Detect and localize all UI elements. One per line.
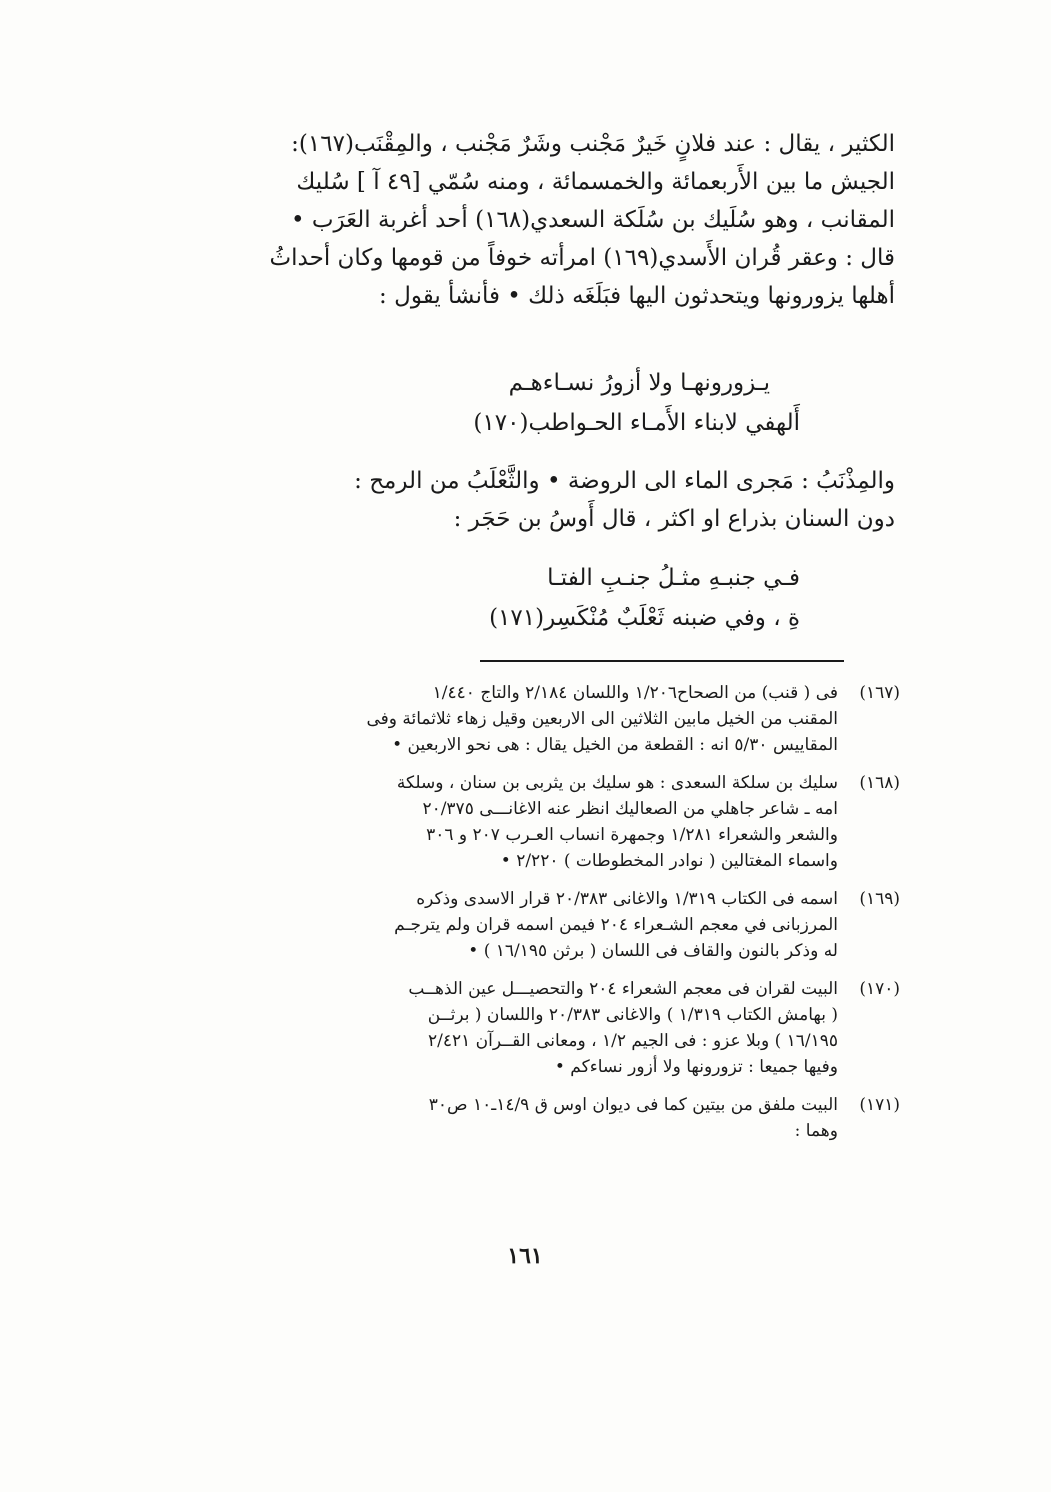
body-line: والمِذْنَبُ : مَجرى الماء الى الروضة • والثَّعْلَبُ من الرمح : [354, 468, 895, 494]
body-line: دون السنان بذراع او اكثر ، قال أَوسُ بن حَجَر : [453, 506, 895, 532]
footnote-171 [180, 1092, 900, 1144]
footnote-170 [180, 976, 900, 1080]
footnote-line: فى ( قنب) من الصحاح١/٢٠٦ واللسان ٢/١٨٤ والتاج ١/٤٤٠ [432, 683, 838, 703]
second-paragraph [160, 462, 895, 538]
footnote-text [180, 1092, 838, 1144]
verse-2-second-hemistich: ةِ ، وفي ضبنه ثَعْلَبٌ مُنْكَسِر(١٧١) [489, 605, 800, 631]
footnote-number: (١٦٨) [859, 773, 900, 793]
footnote-line: واسماء المغتالين ( نوادر المخطوطات ) ٢/٢٢٠ • [500, 851, 838, 871]
verse-1-second-hemistich: أَلهفي لابناء الأَمـاء الحـواطب(١٧٠) [473, 410, 800, 436]
footnote-number: (١٦٧) [859, 683, 900, 703]
footnote-168 [180, 770, 900, 874]
body-line: أهلها يزورونها ويتحدثون اليها فبَلَغَه ذلك • فأنشأ يقول : [379, 283, 895, 309]
footnote-divider [480, 660, 844, 662]
footnote-line: اسمه فى الكتاب ١/٣١٩ والاغانى ٢٠/٣٨٣ قرار الاسدى وذكره [416, 889, 838, 909]
footnote-167 [180, 680, 900, 758]
footnote-line: المرزبانى في معجم الشـعراء ٢٠٤ فيمن اسمه قران ولم يترجـم [394, 915, 838, 935]
footnote-number: (١٧٠) [859, 979, 900, 999]
body-line: قال : وعقر قُران الأَسدي(١٦٩) امرأته خوفاً من قومها وكان أحداثُ [269, 245, 895, 271]
body-line: الكثير ، يقال : عند فلانٍ خَيرٌ مَجْنب وشَرٌ مَجْنب ، والمِقْنَب(١٦٧): [291, 131, 895, 157]
footnote-169 [180, 886, 900, 964]
body-line: الجيش ما بين الأَربعمائة والخمسمائة ، ومنه سُمّي [٤٩ آ ] سُليك [296, 169, 895, 195]
footnote-line: المقنب من الخيل مابين الثلاثين الى الاربعين وقيل زهاء ثلاثمائة وفى [366, 709, 838, 729]
verse-2-first-hemistich: فـي جنبـهِ مثـلُ جنـبِ الفتـا [547, 565, 800, 591]
footnote-text [180, 886, 838, 964]
footnote-number: (١٦٩) [859, 889, 900, 909]
footnote-line: له وذكر بالنون والقاف فى اللسان ( برثن ١٦/١٩٥ ) • [468, 941, 838, 961]
footnote-line: سليك بن سلكة السعدى : هو سليك بن يثربى بن سنان ، وسلكة [396, 773, 838, 793]
footnote-text [180, 976, 838, 1080]
footnote-line: امه ـ شاعر جاهلي من الصعاليك انظر عنه الاغانـــى ٢٠/٣٧٥ [422, 799, 838, 819]
verse-1-first-hemistich: يـزورونهـا ولا أزورُ نسـاءهـم [508, 370, 770, 396]
footnote-line: وهما : [794, 1121, 838, 1141]
footnote-line: البيت لقران فى معجم الشعراء ٢٠٤ والتحصيـــل عين الذهــب [408, 979, 838, 999]
footnote-line: ( بهامش الكتاب ١/٣١٩ ) والاغانى ٢٠/٣٨٣ واللسان ( برثــن [427, 1005, 838, 1025]
footnote-number: (١٧١) [859, 1095, 900, 1115]
footnote-text [180, 680, 838, 758]
footnotes [180, 680, 900, 1156]
body-line: المقانب ، وهو سُلَيك بن سُلَكة السعدي(١٦٨) أحد أغربة العَرَب • [290, 207, 895, 233]
footnote-line: والشعر والشعراء ١/٢٨١ وجمهرة انساب العـرب ٢٠٧ و ٣٠٦ [426, 825, 838, 845]
footnote-line: ١٦/١٩٥ ) وبلا عزو : فى الجيم ١/٢ ، ومعانى القــرآن ٢/٤٢١ [427, 1031, 838, 1051]
footnote-line: المقاييس ٥/٣٠ انه : القطعة من الخيل يقال : هى نحو الاربعين • [392, 735, 838, 755]
main-paragraph [150, 125, 895, 315]
page-number: ١٦١ [507, 1243, 543, 1269]
footnote-line: البيت ملفق من بيتين كما فى ديوان اوس ق ١٤/٩ـ١٠ ص٣٠ [428, 1095, 838, 1115]
footnote-text [180, 770, 838, 874]
footnote-line: وفيها جميعا : تزورونها ولا أزور نساءكم • [554, 1057, 838, 1077]
